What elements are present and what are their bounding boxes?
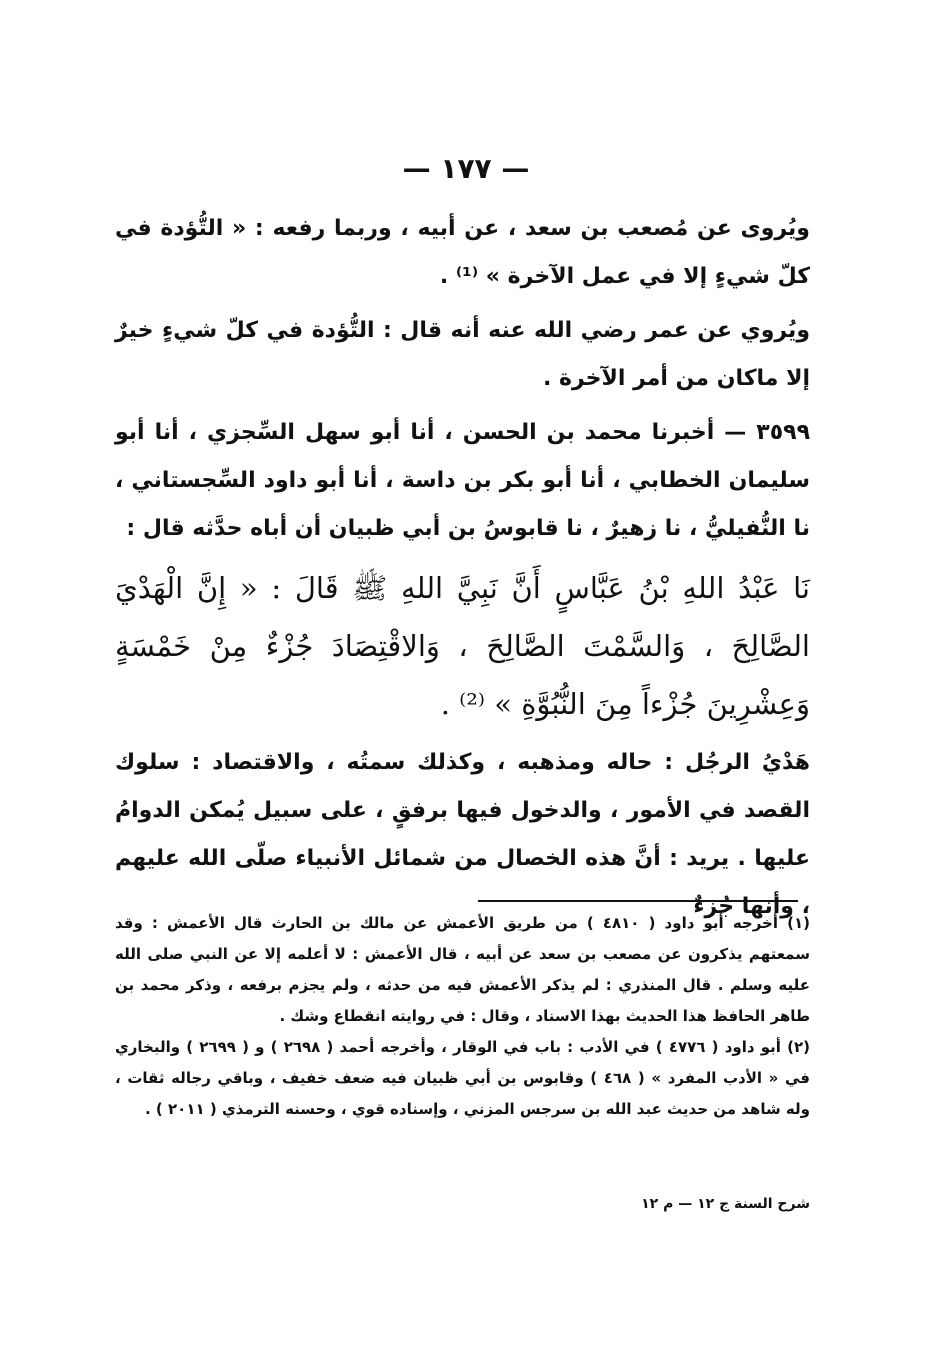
paragraph-umar: ويُروي عن عمر رضي الله عنه أنه قال : التُّؤدة في كلّ شيءٍ خيرٌ إلا ماكان من أمر الآخرة .	[115, 318, 810, 391]
page-number: — ١٧٧ —	[402, 152, 530, 185]
paragraph-commentary: هَدْيُ الرجُل : حاله ومذهبه ، وكذلك سمتُه ، والاقتصاد : سلوك القصد في الأمور ، والدخول فيها برفقٍ ، على سبيل يُمكن الدوامُ عليها . يريد : أنَّ هذه الخصال من شمائل الأنبياء صلّى الله عليهم ، وأنها جُزءٌ	[115, 750, 810, 919]
hadith-text: نَا عَبْدُ اللهِ بْنُ عَبَّاسٍ أَنَّ نَبِيَّ اللهِ ﷺ قَالَ : « إِنَّ الْهَدْيَ الصَّالِحَ ، وَالسَّمْتَ الصَّالِحَ ، وَالاقْتِصَادَ جُزْءٌ مِنْ خَمْسَةٍ وَعِشْرِينَ جُزْءاً مِنَ النُّبُوَّةِ » ⁽²⁾ .	[115, 571, 810, 721]
main-text	[115, 205, 810, 937]
paragraph-musab: ويُروى عن مُصعب بن سعد ، عن أبيه ، وربما رفعه : « التُّؤدة في كلّ شيءٍ إلا في عمل الآخرة » ⁽¹⁾ .	[115, 216, 810, 289]
footnote-1: (١) أخرجه أبو داود ( ٤٨١٠ ) من طريق الأعمش عن مالك بن الحارث قال الأعمش : وقد سمعتهم يذكرون عن مصعب بن سعد عن أبيه ، قال الأعمش : لا أعلمه إلا عن النبي صلى الله عليه وسلم . قال المنذري : لم يذكر الأعمش فيه من حدثه ، ولم يجزم برفعه ، وذكر محمد بن طاهر الحافظ هذا الحديث بهذا الاسناد ، وقال : في روايته انقطاع وشك .	[115, 914, 810, 1025]
footnotes	[115, 908, 810, 1125]
signature-mark: شرح السنة ج ١٢ — م ١٢	[641, 1196, 810, 1212]
paragraph-isnad: ٣٥٩٩ — أخبرنا محمد بن الحسن ، أنا أبو سهل السِّجزي ، أنا أبو سليمان الخطابي ، أنا أبو بكر بن داسة ، أنا أبو داود السِّجستاني ، نا النُّفيليُّ ، نا زهيرٌ ، نا قابوسُ بن أبي ظبيان أن أباه حدَّثه قال :	[115, 420, 810, 541]
footnote-divider	[478, 900, 798, 902]
footnote-2: (٢) أبو داود ( ٤٧٧٦ ) في الأدب : باب في الوقار ، وأخرجه أحمد ( ٢٦٩٨ ) و ( ٢٦٩٩ ) والبخاري في « الأدب المفرد » ( ٤٦٨ ) وقابوس بن أبي ظبيان فيه ضعف خفيف ، وباقي رجاله ثقات ، وله شاهد من حديث عبد الله بن سرجس المزني ، وإسناده قوي ، وحسنه الترمذي ( ٢٠١١ ) .	[115, 1038, 810, 1118]
